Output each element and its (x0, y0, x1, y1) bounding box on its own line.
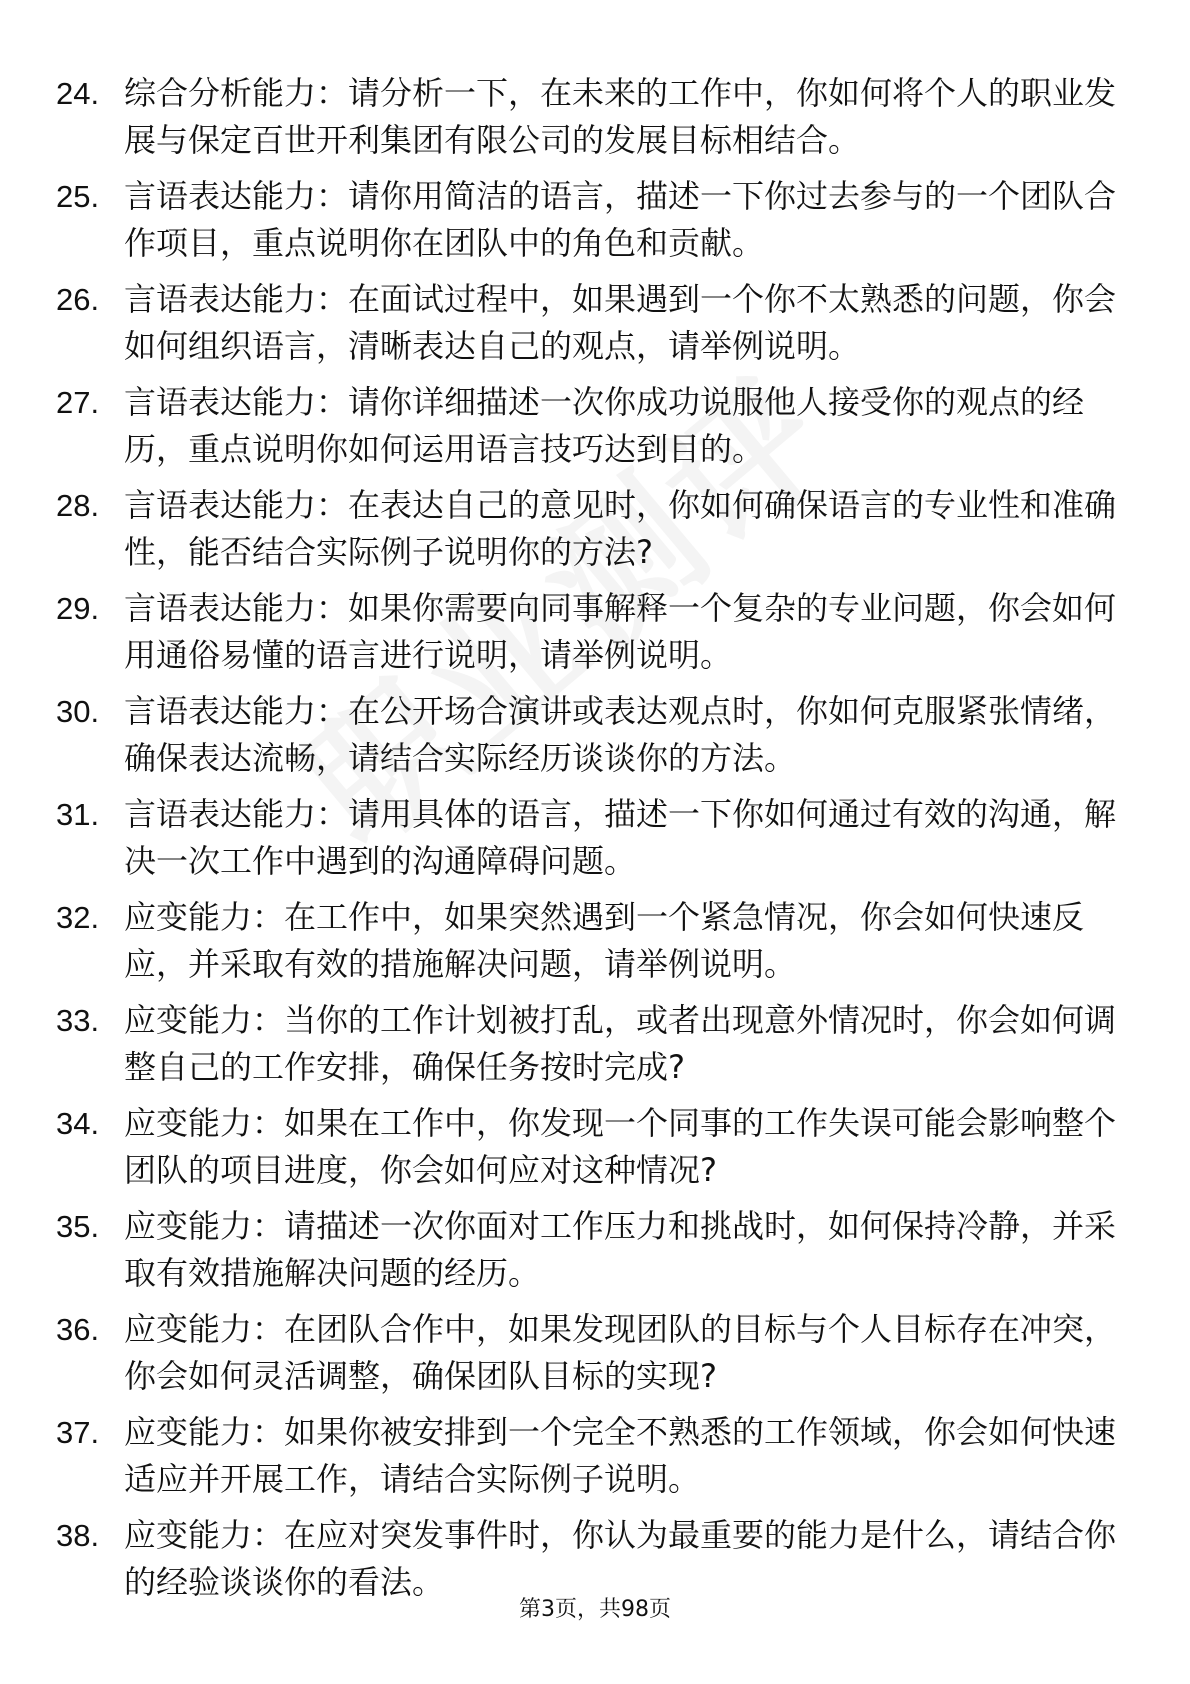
question-number: 27. (56, 385, 100, 420)
question-text: 应变能力：请描述一次你面对工作压力和挑战时，如何保持冷静，并采取有效措施解决问题的经历。 (124, 1207, 1117, 1292)
question-number: 35. (56, 1209, 100, 1244)
question-text: 应变能力：在工作中，如果突然遇到一个紧急情况，你会如何快速反应，并采取有效的措施解决问题，请举例说明。 (124, 898, 1085, 983)
question-text: 言语表达能力：请用具体的语言，描述一下你如何通过有效的沟通，解决一次工作中遇到的沟通障碍问题。 (124, 795, 1117, 880)
question-number: 37. (56, 1415, 100, 1450)
question-text: 言语表达能力：在表达自己的意见时，你如何确保语言的专业性和准确性，能否结合实际例子说明你的方法? (124, 486, 1117, 571)
question-number: 33. (56, 1003, 100, 1038)
question-text: 应变能力：在应对突发事件时，你认为最重要的能力是什么，请结合你的经验谈谈你的看法。 (124, 1516, 1117, 1601)
question-number: 38. (56, 1518, 100, 1553)
question-number: 29. (56, 591, 100, 626)
question-item (56, 70, 1116, 164)
question-item (56, 1203, 1116, 1297)
question-text: 言语表达能力：请你详细描述一次你成功说服他人接受你的观点的经历，重点说明你如何运用语言技巧达到目的。 (124, 383, 1085, 468)
question-number: 31. (56, 797, 100, 832)
question-number: 36. (56, 1312, 100, 1347)
page-number-label: 第3页，共98页 (519, 1597, 671, 1622)
question-item (56, 585, 1116, 679)
question-text: 应变能力：如果你被安排到一个完全不熟悉的工作领域，你会如何快速适应并开展工作，请结合实际例子说明。 (124, 1413, 1117, 1498)
question-text: 言语表达能力：在面试过程中，如果遇到一个你不太熟悉的问题，你会如何组织语言，清晰表达自己的观点，请举例说明。 (124, 280, 1117, 365)
question-item (56, 997, 1116, 1091)
question-item (56, 1306, 1116, 1400)
question-item (56, 688, 1116, 782)
question-item (56, 276, 1116, 370)
page-footer (0, 1592, 1190, 1623)
question-item (56, 482, 1116, 576)
question-number: 28. (56, 488, 100, 523)
question-item (56, 173, 1116, 267)
question-number: 34. (56, 1106, 100, 1141)
question-text: 应变能力：如果在工作中，你发现一个同事的工作失误可能会影响整个团队的项目进度，你会如何应对这种情况? (124, 1104, 1117, 1189)
question-text: 言语表达能力：如果你需要向同事解释一个复杂的专业问题，你会如何用通俗易懂的语言进行说明，请举例说明。 (124, 589, 1117, 674)
question-item (56, 1409, 1116, 1503)
question-text: 综合分析能力：请分析一下，在未来的工作中，你如何将个人的职业发展与保定百世开利集团有限公司的发展目标相结合。 (124, 74, 1117, 159)
question-item (56, 894, 1116, 988)
question-number: 25. (56, 179, 100, 214)
question-number: 26. (56, 282, 100, 317)
question-text: 言语表达能力：在公开场合演讲或表达观点时，你如何克服紧张情绪，确保表达流畅，请结合实际经历谈谈你的方法。 (124, 692, 1117, 777)
question-text: 应变能力：当你的工作计划被打乱，或者出现意外情况时，你会如何调整自己的工作安排，确保任务按时完成? (124, 1001, 1117, 1086)
question-number: 30. (56, 694, 100, 729)
question-number: 24. (56, 76, 100, 111)
question-item (56, 791, 1116, 885)
question-text: 应变能力：在团队合作中，如果发现团队的目标与个人目标存在冲突，你会如何灵活调整，确保团队目标的实现? (124, 1310, 1117, 1395)
question-item (56, 379, 1116, 473)
question-list (56, 70, 1116, 1615)
question-number: 32. (56, 900, 100, 935)
question-text: 言语表达能力：请你用简洁的语言，描述一下你过去参与的一个团队合作项目，重点说明你在团队中的角色和贡献。 (124, 177, 1117, 262)
question-item (56, 1100, 1116, 1194)
